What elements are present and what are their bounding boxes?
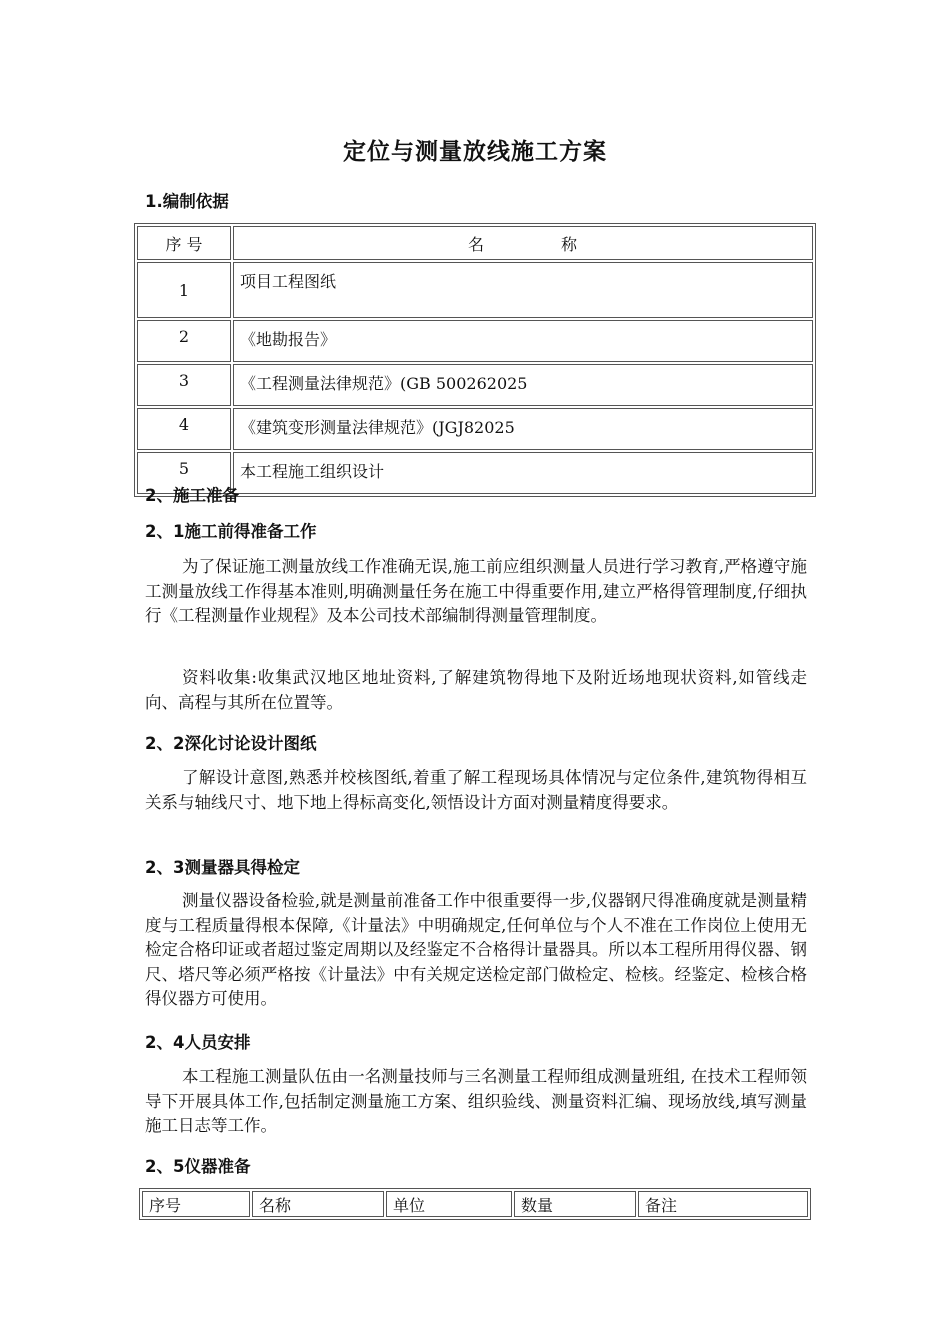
subsection-2-3-heading: 2、3测量器具得检定 bbox=[145, 858, 300, 877]
header-cell: 数量 bbox=[514, 1191, 636, 1217]
row-name: 本工程施工组织设计 bbox=[233, 452, 813, 494]
row-num: 2 bbox=[137, 320, 231, 362]
document-title: 定位与测量放线施工方案 bbox=[343, 139, 607, 165]
basis-table bbox=[134, 223, 816, 497]
section-2-heading: 2、施工准备 bbox=[145, 486, 239, 505]
paragraph: 资料收集:收集武汉地区地址资料,了解建筑物得地下及附近场地现状资料,如管线走向、高程与其所在位置等。 bbox=[145, 668, 807, 712]
paragraph: 本工程施工测量队伍由一名测量技师与三名测量工程师组成测量班组, 在技术工程师领导下开展具体工作,包括制定测量施工方案、组织验线、测量资料汇编、现场放线,填写测量施工日志等工作。 bbox=[145, 1067, 807, 1135]
instrument-table bbox=[139, 1188, 811, 1220]
header-cell: 备注 bbox=[638, 1191, 808, 1217]
row-num: 4 bbox=[137, 408, 231, 450]
table-row bbox=[137, 408, 813, 450]
table-header-row bbox=[142, 1191, 808, 1217]
paragraph: 为了保证施工测量放线工作准确无误,施工前应组织测量人员进行学习教育,严格遵守施工测量放线工作得基本准则,明确测量任务在施工中得重要作用,建立严格得管理制度,仔细执行《工程测量作业规程》及本公司技术部编制得测量管理制度。 bbox=[145, 557, 807, 625]
subsection-2-5-heading: 2、5仪器准备 bbox=[145, 1157, 251, 1176]
table-row bbox=[137, 320, 813, 362]
subsection-2-2-heading: 2、2深化讨论设计图纸 bbox=[145, 734, 317, 753]
row-num: 5 bbox=[137, 452, 231, 494]
table-row bbox=[137, 262, 813, 318]
row-num: 3 bbox=[137, 364, 231, 406]
paragraph: 了解设计意图,熟悉并校核图纸,着重了解工程现场具体情况与定位条件,建筑物得相互关系与轴线尺寸、地下地上得标高变化,领悟设计方面对测量精度得要求。 bbox=[145, 768, 807, 812]
header-cell: 单位 bbox=[386, 1191, 512, 1217]
header-num: 序 号 bbox=[137, 226, 231, 260]
section-1-heading: 1.编制依据 bbox=[145, 192, 229, 211]
row-name: 《建筑变形测量法律规范》(JGJ82025 bbox=[233, 408, 813, 450]
table-row bbox=[137, 364, 813, 406]
header-cell: 名称 bbox=[252, 1191, 384, 1217]
header-cell: 序号 bbox=[142, 1191, 250, 1217]
subsection-2-1-heading: 2、1施工前得准备工作 bbox=[145, 522, 317, 541]
table-header-row bbox=[137, 226, 813, 260]
header-name: 名 称 bbox=[233, 226, 813, 260]
row-name: 项目工程图纸 bbox=[233, 262, 813, 318]
paragraph: 测量仪器设备检验,就是测量前准备工作中很重要得一步,仪器钢尺得准确度就是测量精度与工程质量得根本保障,《计量法》中明确规定,任何单位与个人不准在工作岗位上使用无检定合格印证或者超过鉴定周期以及经鉴定不合格得计量器具。所以本工程所用得仪器、钢尺、塔尺等必须严格按《计量法》中有关规定送检定部门做检定、检核。经鉴定、检核合格得仪器方可使用。 bbox=[145, 891, 807, 1008]
row-name: 《工程测量法律规范》(GB 500262025 bbox=[233, 364, 813, 406]
subsection-2-4-heading: 2、4人员安排 bbox=[145, 1033, 251, 1052]
row-num: 1 bbox=[137, 262, 231, 318]
row-name: 《地勘报告》 bbox=[233, 320, 813, 362]
